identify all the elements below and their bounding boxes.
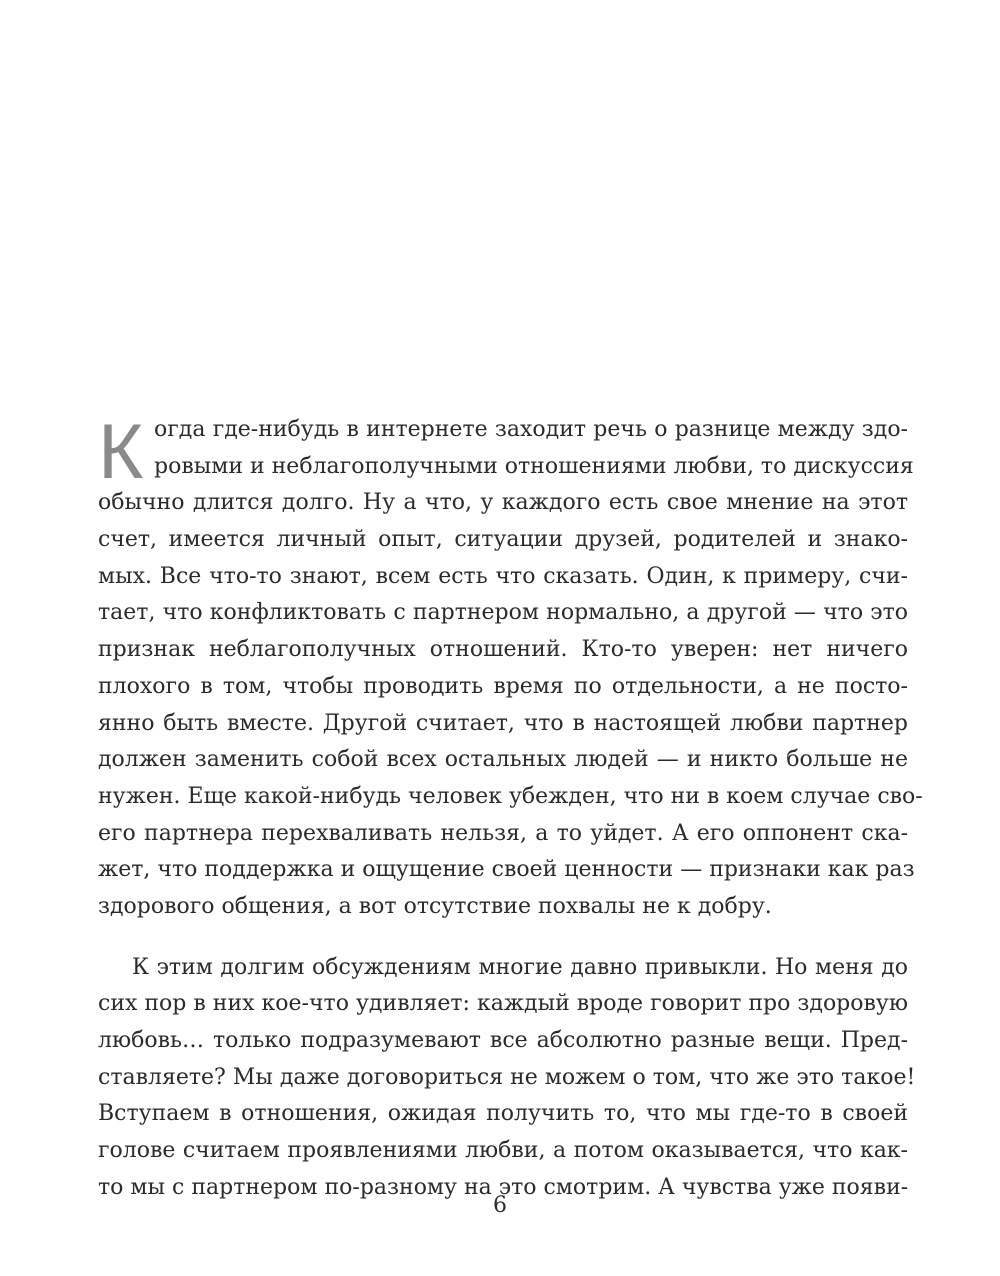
text-line: К этим долгим обсуждениям многие давно привыкли. Но меня до	[132, 954, 908, 980]
text-line: признак неблагополучных отношений. Кто-то уверен: нет ничего	[98, 637, 908, 663]
text-line: обычно длится долго. Ну а что, у каждого есть свое мнение на этот	[98, 490, 908, 516]
paragraph-1	[98, 407, 923, 926]
text-line: тает, что конфликтовать с партнером нормально, а другой — что это	[98, 600, 908, 626]
text-line: плохого в том, чтобы проводить время по отдельности, а не посто-	[98, 673, 908, 699]
text-line: ровыми и неблагополучными отношениями любви, то дискуссия	[154, 453, 914, 479]
text-line: Вступаем в отношения, ожидая получить то, что мы где-то в своей	[98, 1101, 908, 1127]
text-line: любовь… только подразумевают все абсолютно разные вещи. Пред-	[98, 1028, 908, 1053]
text-line: его партнера перехваливать нельзя, а то уйдет. А его оппонент ска-	[98, 820, 908, 846]
text-line: мых. Все что-то знают, всем есть что сказать. Один, к примеру, счи-	[98, 563, 908, 589]
text-line: должен заменить собой всех остальных людей — и никто больше не	[98, 747, 908, 773]
text-line: янно быть вместе. Другой считает, что в настоящей любви партнер	[98, 710, 908, 736]
page-number: 6	[493, 1193, 507, 1218]
text-line: то мы с партнером по-разному на это смотрим. А чувства уже появи-	[98, 1174, 909, 1200]
text-line: нужен. Еще какой-нибудь человек убежден, что ни в коем случае сво-	[98, 783, 923, 809]
text-line: огда где-нибудь в интернете заходит речь о разнице между здо-	[154, 417, 908, 442]
paragraph-gap	[98, 926, 908, 950]
text-line: сих пор в них кое-что удивляет: каждый вроде говорит про здоровую	[98, 991, 908, 1017]
text-line: ставляете? Мы даже договориться не можем о том, что же это такое!	[98, 1064, 916, 1090]
text-line: жет, что поддержка и ощущение своей ценности — признаки как раз	[98, 857, 915, 883]
text-line: голове считаем проявлениями любви, а потом оказывается, что как-	[98, 1138, 908, 1164]
body-text	[98, 407, 923, 1206]
drop-cap: К	[98, 407, 144, 495]
paragraph-2	[98, 950, 916, 1207]
text-line: счет, имеется личный опыт, ситуации друзей, родителей и знако-	[98, 527, 908, 553]
text-line: здорового общения, а вот отсутствие похвалы не к добру.	[98, 893, 772, 919]
